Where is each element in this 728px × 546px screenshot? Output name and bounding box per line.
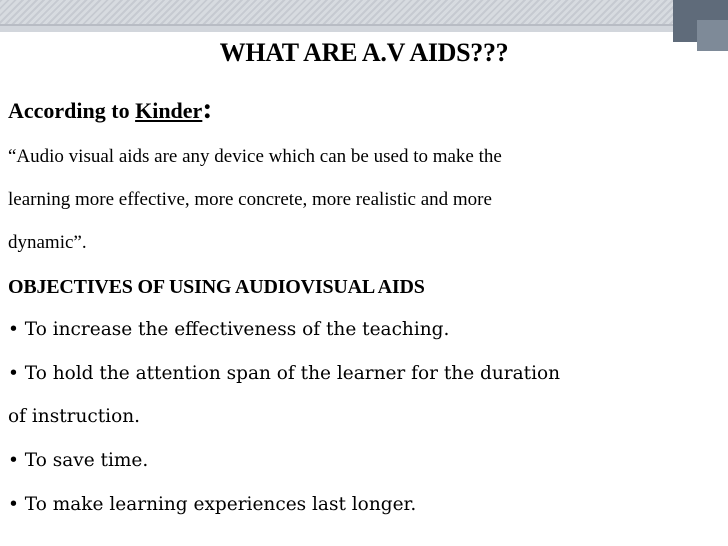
objective-line-1: • To increase the effectiveness of the teaching. — [8, 319, 450, 340]
definition-author: Kinder — [135, 98, 203, 123]
objectives-heading: OBJECTIVES OF USING AUDIOVISUAL AIDS — [8, 276, 425, 298]
slide-title: WHAT ARE A.V AIDS??? — [219, 38, 509, 67]
quote-line-3: dynamic”. — [8, 232, 87, 253]
quote-line-1: “Audio visual aids are any device which can be used to make the — [8, 146, 502, 167]
definition-intro-text: According to — [8, 98, 136, 123]
objective-line-5: • To make learning experiences last longer. — [8, 494, 417, 515]
definition-colon: : — [202, 92, 213, 125]
objective-line-4: • To save time. — [8, 450, 149, 471]
objective-line-2: • To hold the attention span of the learner for the duration — [8, 363, 561, 384]
quote-line-2: learning more effective, more concrete, more realistic and more — [8, 189, 492, 210]
header-stripe-pattern — [0, 0, 728, 24]
definition-intro — [8, 92, 212, 126]
objective-line-3: of instruction. — [8, 406, 141, 427]
header-divider — [0, 24, 728, 26]
